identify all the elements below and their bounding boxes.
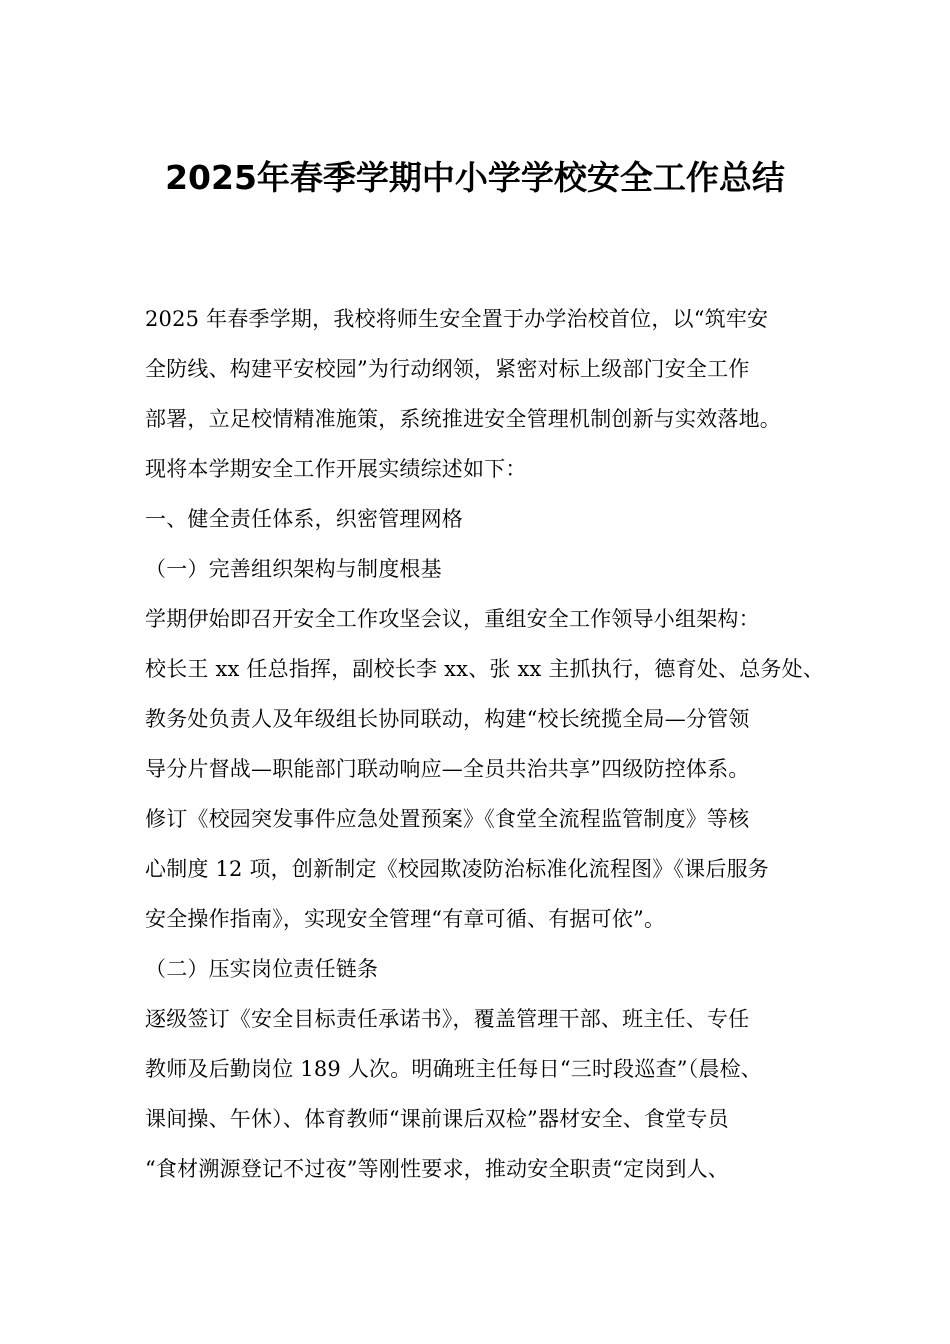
text-line: 逐级签订《安全目标责任承诺书》，覆盖管理干部、班主任、专任 (145, 1007, 750, 1031)
subsection-heading: （二）压实岗位责任链条 (145, 957, 379, 981)
text-line: 校长王 xx 任总指挥，副校长李 xx、张 xx 主抓执行，德育处、总务处、 (145, 657, 825, 681)
text-line: 课间操、午休）、体育教师“课前课后双检”器材安全、食堂专员 (145, 1107, 729, 1131)
text-line: 心制度 12 项，创新制定《校园欺凌防治标准化流程图》《课后服务 (145, 857, 769, 881)
section-heading: 一、健全责任体系，织密管理网格 (145, 507, 463, 531)
document-body (145, 294, 835, 1194)
text-line: 教务处负责人及年级组长协同联动，构建“校长统揽全局—分管领 (145, 707, 750, 731)
document-title: 2025年春季学期中小学学校安全工作总结 (165, 158, 785, 197)
text-line: 教师及后勤岗位 189 人次。明确班主任每日“三时段巡查”（晨检、 (145, 1057, 763, 1081)
text-line: 现将本学期安全工作开展实绩综述如下： (145, 457, 527, 481)
text-line: “食材溯源登记不过夜”等刚性要求，推动安全职责“定岗到人、 (145, 1157, 730, 1181)
text-line: 部署，立足校情精准施策，系统推进安全管理机制创新与实效落地。 (145, 407, 781, 431)
text-line: 学期伊始即召开安全工作攻坚会议，重组安全工作领导小组架构： (145, 607, 760, 631)
subsection-heading: （一）完善组织架构与制度根基 (145, 557, 442, 581)
text-line: 安全操作指南》，实现安全管理“有章可循、有据可依”。 (145, 907, 666, 931)
text-line: 全防线、构建平安校园”为行动纲领，紧密对标上级部门安全工作 (145, 357, 750, 381)
text-line: 修订《校园突发事件应急处置预案》《食堂全流程监管制度》等核 (145, 807, 750, 831)
text-line: 导分片督战—职能部门联动响应—全员共治共享”四级防控体系。 (145, 757, 750, 781)
text-line: 2025 年春季学期，我校将师生安全置于办学治校首位，以“筑牢安 (145, 307, 769, 331)
